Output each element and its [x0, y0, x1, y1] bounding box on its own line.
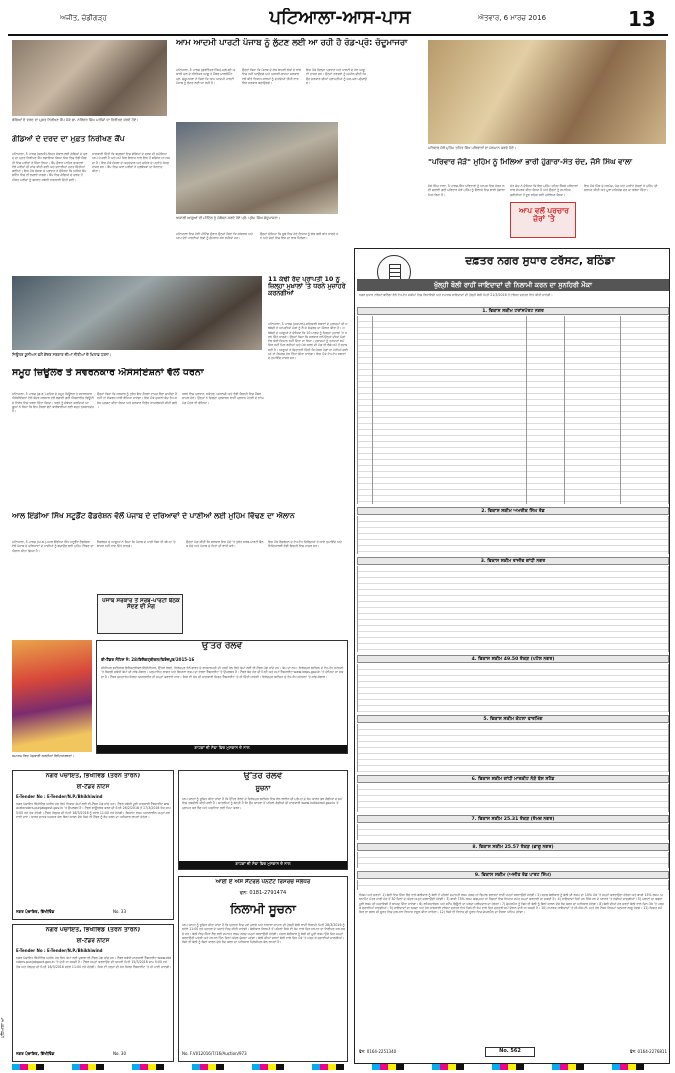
jewellers-body-1: ਪਟਿਆਲਾ, 5 ਮਾਰਚ (ਗੁ.ਰ.)-ਸ਼ਹਿਰ ਦੇ ਸਮੂਹ ਜ਼ਿਊਲਰ ਤੇ ਸਵਰਨਕਾਰ ਐਸੋਸੀਏਸ਼ਨਾਂ ਵੱਲੋਂ ਕੇਂਦਰ ਸਰਕਾਰ ਵਲੋਂ ਲਗਾਈ ਗਈ ਐਕਸਾਈਜ਼ ਡਿਊਟੀ ਦੇ ਵਿਰੋਧ ਵਿਚ ਧਰਨਾ ਦਿੱਤਾ ਗਿਆ। ਧਰਨੇ ਨੂੰ ਸੰਬੋਧਨ ਕਰਦਿਆਂ ਆਗੂਆਂ ਨੇ ਕਿਹਾ ਕਿ ਇਹ ਫ਼ੈਸਲਾ ਛੋਟੇ ਕਾਰੋਬਾਰੀਆਂ ਲਈ ਬਹੁਤ ਨੁਕਸਾਨਦੇਹ ਹੈ। [12, 392, 94, 414]
aap-photo [176, 122, 338, 214]
aap-sidebar-box [510, 202, 576, 238]
women-day-photo [12, 640, 92, 752]
np1-body: ਨਗਰ ਪੰਚਾਇਤ ਭਿੱਖੀਵਿੰਡ ਅਧੀਨ ਹੇਠ ਲਿਖੇ ਵਿਕਾਸ ਕੰਮਾਂ ਲਈ ਈ-ਟੈਂਡਰ ਮੰਗੇ ਜਾਂਦੇ ਹਨ। ਟੈਂਡਰ ਸਬੰਧੀ ਪੂਰੀ ਜਾਣਕਾਰੀ ਵੈੱਬਸਾਈਟ www.etenders.punjabgovt.gov.in 'ਤੇ ਉਪਲਬਧ ਹੈ। ਟੈਂਡਰ ਡਾਊਨਲੋਡ ਕਰਨ ਦੀ ਮਿਤੀ 26/2/2016 ਤੋਂ 17/3/2016 ਤੱਕ ਸ਼ਾਮ 5:00 ਵਜੇ ਤੱਕ ਹੋਵੇਗੀ। ਟੈਂਡਰ ਖੋਲ੍ਹਣ ਦੀ ਮਿਤੀ 18/3/2016 ਨੂੰ ਸਵੇਰੇ 11:00 ਵਜੇ ਹੋਵੇਗੀ। ਬਿਆਨਾ ਰਕਮ ਆਨਲਾਈਨ ਜਮ੍ਹਾਂ ਕਰਵਾਈ ਜਾਵੇ। ਕਾਰਜ ਸਾਧਕ ਅਫ਼ਸਰ ਕੋਲ ਬਿਨਾਂ ਕਾਰਨ ਦੱਸੇ ਕਿਸੇ ਵੀ ਟੈਂਡਰ ਨੂੰ ਰੱਦ ਕਰਨ ਦਾ ਅਧਿਕਾਰ ਰਾਖਵਾਂ ਹੋਵੇਗਾ। [16, 802, 171, 819]
aap-body-4: ਪਟਿਆਲਾ ਵਿਚ ਹੋਈ ਮੀਟਿੰਗ ਦੌਰਾਨ ਉਨ੍ਹਾਂ ਕਿਹਾ ਕਿ ਕਾਂਗਰਸ ਅਤੇ ਆਪ ਦੋਵੇਂ ਪਾਰਟੀਆਂ ਲੋਕਾਂ ਨੂੰ ਗੁੰਮਰਾਹ ਕਰ ਰਹੀਆਂ ਹਨ। [176, 232, 253, 241]
railway-tender-slogan: ਗਾਹਕਾਂ ਦੀ ਸੇਵਾ ਵਿਚ ਮੁਸਕਾਨ ਦੇ ਨਾਲ [97, 745, 347, 753]
date-label: ਐਤਵਾਰ, 6 ਮਾਰਚ 2016 [478, 14, 547, 22]
family-headline: "ਪਰਿਵਾਰ ਜੋੜੋ" ਮੁਹਿੰਮ ਨੂੰ ਮਿਲਿਆ ਭਾਰੀ ਹੁੰਗਾਰਾ-ਸੰਤ ਚੰਦ, ਜੱਸੋ ਸਿੰਘ ਵਾਲਾ [428, 158, 632, 166]
np2-title: ਨਗਰ ਪੰਚਾਇਤ, ਭਿੱਖੀਵਿੰਡ (ਤਰਨ ਤਾਰਨ) [45, 927, 141, 933]
trust-ad [354, 248, 670, 1064]
trust-table-9 [357, 880, 669, 890]
auction-ad [178, 876, 348, 1062]
side-strip-label: ਪਟਿਆਲਾ ਆ [0, 1017, 5, 1038]
auction-title: ਨਿਲਾਮੀ ਸੂਚਨਾ [230, 903, 296, 916]
trust-section-8: 8. ਵਿਕਾਸ ਸਕੀਮ 25.57 ਏਕੜ (ਭਾਗੂ ਨਗਰ) [357, 843, 669, 851]
camp-body-left: ਪਟਿਆਲਾ, 5 ਮਾਰਚ (ਕਲਸੀ)-ਸਿਹਤ ਸੰਭਾਲ ਲਈ ਗੋਡਿਆਂ ਦੇ ਦਰਦ ਦਾ ਮੁਫ਼ਤ ਨਿਰੀਖਣ ਕੈਂਪ ਲਗਾਇਆ ਗਿਆ ਜਿਸ ਵਿਚ ਵੱਡੀ ਗਿਣਤੀ ਵਿਚ ਮਰੀਜ਼ਾਂ ਨੇ ਹਿੱਸਾ ਲਿਆ। ਕੈਂਪ ਦੌਰਾਨ ਮਾਹਿਰ ਡਾਕਟਰਾਂ ਵੱਲੋਂ ਮਰੀਜ਼ਾਂ ਦੀ ਜਾਂਚ ਕੀਤੀ ਗਈ ਅਤੇ ਦਵਾਈਆਂ ਮੁਫ਼ਤ ਦਿੱਤੀਆਂ ਗਈਆਂ। ਇਸ ਮੌਕੇ ਸੰਸਥਾ ਦੇ ਪ੍ਰਧਾਨ ਨੇ ਦੱਸਿਆ ਕਿ ਅਜਿਹੇ ਕੈਂਪ ਭਵਿੱਖ ਵਿਚ ਵੀ ਲਗਾਏ ਜਾਣਗੇ। ਕੈਂਪ ਵਿਚ ਗੋਡਿਆਂ ਦੇ ਦਰਦ ਤੋਂ ਪੀੜਤ ਮਰੀਜ਼ਾਂ ਨੂੰ ਕਸਰਤ ਸਬੰਧੀ ਜਾਣਕਾਰੀ ਦਿੱਤੀ ਗਈ। [12, 152, 88, 182]
students-body-1: ਪਟਿਆਲਾ, 5 ਮਾਰਚ (ਅ.ਬ.)-ਆਲ ਇੰਡੀਆ ਸਿੱਖ ਸਟੂਡੈਂਟ ਫੈਡਰੇਸ਼ਨ ਵੱਲੋਂ ਪੰਜਾਬ ਦੇ ਦਰਿਆਵਾਂ ਦੇ ਪਾਣੀਆਂ ਨੂੰ ਬਚਾਉਣ ਲਈ ਮੁਹਿੰਮ ਵਿੱਢਣ ਦਾ ਐਲਾਨ ਕੀਤਾ ਗਿਆ ਹੈ। [12, 540, 94, 553]
trust-section-6: 6. ਵਿਕਾਸ ਸਕੀਮ ਗਾਂਧੀ ਮਾਰਕੀਟ ਨੇੜੇ ਬੱਸ ਸਟੈਂਡ [357, 775, 669, 783]
trust-table-4 [357, 664, 669, 712]
jewellers-body-2: ਉਨ੍ਹਾਂ ਕਿਹਾ ਕਿ ਸਰਕਾਰ ਨੂੰ ਤੁਰੰਤ ਇਹ ਫ਼ੈਸਲਾ ਵਾਪਸ ਲੈਣਾ ਚਾਹੀਦਾ ਹੈ ਨਹੀਂ ਤਾਂ ਸੰਘਰਸ਼ ਜਾਰੀ ਰੱਖਿਆ ਜਾਵੇਗਾ। ਇਸ ਮੌਕੇ ਦੁਕਾਨਾਂ ਬੰਦ ਰੱਖ ਕੇ ਰੋਸ ਪ੍ਰਗਟ ਕੀਤਾ ਗਿਆ ਅਤੇ ਸਰਕਾਰ ਵਿਰੁੱਧ ਨਾਅਰੇਬਾਜ਼ੀ ਕੀਤੀ ਗਈ। [97, 392, 178, 409]
railway-tender-number: ਈ-ਟੈਂਡਰ ਨੋਟਿਸ ਨੰ: 28/ਇਲੈਕਟ੍ਰੀਕਲ/ਫਿਰੋਜ਼ਪੁਰ/2015-16 [101, 657, 195, 662]
trust-table-5 [357, 724, 669, 772]
page-number: 13 [628, 8, 656, 31]
trust-footer-right: ਫੋਨ: 0164-2276811 [629, 1049, 667, 1054]
trust-footer-left: ਫੋਨ: 0164-2251340 [359, 1049, 397, 1054]
trust-section-3: 3. ਵਿਕਾਸ ਸਕੀਮ ਰਾਜੀਵ ਗਾਂਧੀ ਨਗਰ [357, 557, 669, 565]
np2-subtitle: ਈ-ਟੈਂਡਰ ਨੋਟਿਸ [76, 938, 110, 944]
railway-tender-title: ਉੱਤਰ ਰੇਲਵੇ [201, 642, 243, 651]
np2-body: ਨਗਰ ਪੰਚਾਇਤ ਭਿੱਖੀਵਿੰਡ ਅਧੀਨ ਹੇਠ ਲਿਖੇ ਕੰਮਾਂ ਲਈ ਦੁਬਾਰਾ ਈ-ਟੈਂਡਰ ਮੰਗੇ ਜਾਂਦੇ ਹਨ। ਟੈਂਡਰ ਸਬੰਧੀ ਜਾਣਕਾਰੀ ਵੈੱਬਸਾਈਟ www.etenders.punjabgovt.gov.in 'ਤੇ ਦੇਖੀ ਜਾ ਸਕਦੀ ਹੈ। ਟੈਂਡਰ ਜਮ੍ਹਾਂ ਕਰਵਾਉਣ ਦੀ ਆਖਰੀ ਮਿਤੀ 15/3/2016 ਸ਼ਾਮ 5:00 ਵਜੇ ਤੱਕ ਅਤੇ ਖੋਲ੍ਹਣ ਦੀ ਮਿਤੀ 16/3/2016 ਸਵੇਰੇ 11:00 ਵਜੇ ਹੋਵੇਗੀ। ਕਿਸੇ ਵੀ ਤਰ੍ਹਾਂ ਦੀ ਸੋਧ ਸਿਰਫ਼ ਵੈੱਬਸਾਈਟ 'ਤੇ ਹੀ ਪਾਈ ਜਾਵੇਗੀ। [16, 956, 172, 969]
railway-notice-ad [178, 770, 348, 870]
print-registration-bar [12, 1064, 668, 1070]
protest-caption: ਜ਼ਿਊਲਰ ਯੂਨੀਅਨ ਵਲੋਂ ਕੇਂਦਰ ਸਰਕਾਰ ਦੀਆਂ ਨੀਤੀਆਂ ਦੇ ਖਿਲਾਫ਼ ਧਰਨਾ। [12, 352, 112, 357]
family-photo [428, 40, 666, 144]
trust-section-4: 4. ਵਿਕਾਸ ਸਕੀਮ 49.50 ਏਕੜ (ਪਟੇਲ ਨਗਰ) [357, 655, 669, 663]
students-body-3: ਉਨ੍ਹਾਂ ਮੰਗ ਕੀਤੀ ਕਿ ਸਰਕਾਰ ਇਸ ਮੁੱਦੇ 'ਤੇ ਤੁਰੰਤ ਸਰਬ-ਪਾਰਟੀ ਬੈਠਕ ਸੱਦੇ ਅਤੇ ਪੰਜਾਬ ਦੇ ਹਿਤਾਂ ਦੀ ਰਾਖੀ ਕਰੇ। [186, 540, 264, 549]
cooperative-body: ਪਟਿਆਲਾ, 5 ਮਾਰਚ (ਜਸਪਾਲ)-ਸਹਿਕਾਰੀ ਸਭਾਵਾਂ ਦੇ ਮੁਲਾਜ਼ਮਾਂ ਦੀ ਜਥੇਬੰਦੀ ਨੇ ਆਪਣੀਆਂ ਮੰਗਾਂ ਨੂੰ ਲੈ ਕੇ ਸੰਘਰਸ਼ ਦਾ ਐਲਾਨ ਕੀਤਾ ਹੈ। ਜਥੇਬੰਦੀ ਦੇ ਆਗੂਆਂ ਨੇ ਦੱਸਿਆ ਕਿ 10 ਮਾਰਚ ਨੂੰ ਜ਼ਿਲ੍ਹਾ ਮੁਖ਼ਾਲਾਂ 'ਤੇ ਧਰਨੇ ਦਿੱਤੇ ਜਾਣਗੇ। ਉਨ੍ਹਾਂ ਕਿਹਾ ਕਿ ਸਰਕਾਰ ਵਲੋਂ ਉਨ੍ਹਾਂ ਦੀਆਂ ਮੰਗਾਂ ਵੱਲ ਕੋਈ ਧਿਆਨ ਨਹੀਂ ਦਿੱਤਾ ਜਾ ਰਿਹਾ। ਮੁਲਾਜ਼ਮਾਂ ਨੂੰ ਤਨਖ਼ਾਹਾਂ ਸਮੇਂ ਸਿਰ ਨਹੀਂ ਮਿਲ ਰਹੀਆਂ ਅਤੇ ਪੱਕੇ ਕਰਨ ਦੀ ਮੰਗ ਵੀ ਲੰਬੇ ਸਮੇਂ ਤੋਂ ਲਟਕ ਰਹੀ ਹੈ। ਆਗੂਆਂ ਨੇ ਚਿਤਾਵਨੀ ਦਿੱਤੀ ਕਿ ਜੇਕਰ ਮੰਗਾਂ ਨਾ ਮੰਨੀਆਂ ਗਈਆਂ ਤਾਂ ਸੰਘਰਸ਼ ਹੋਰ ਤਿੱਖਾ ਕੀਤਾ ਜਾਵੇਗਾ। ਇਸ ਮੌਕੇ ਵੱਖ-ਵੱਖ ਸਭਾਵਾਂ ਦੇ ਨੁਮਾਇੰਦੇ ਹਾਜ਼ਰ ਸਨ। [268, 322, 348, 361]
aap-caption: ਅਕਾਲੀ ਆਗੂਆਂ ਦੀ ਮੀਟਿੰਗ ਨੂੰ ਸੰਬੋਧਨ ਕਰਦੇ ਹੋਏ ਪ੍ਰੋ. ਪ੍ਰੇਮ ਸਿੰਘ ਚੰਦੂਮਾਜਰਾ। [176, 216, 281, 220]
family-body-1: ਜੱਸੋ ਸਿੰਘ ਵਾਲਾ, 5 ਮਾਰਚ-ਸਿੱਖ ਪਰਿਵਾਰਾਂ ਨੂੰ ਆਪਸ ਵਿਚ ਜੋੜਨ ਲਈ ਚਲਾਈ ਗਈ ਪਰਿਵਾਰ ਜੋੜੋ ਮੁਹਿੰਮ ਨੂੰ ਇਲਾਕੇ ਵਿਚ ਭਾਰੀ ਹੁੰਗਾਰਾ ਮਿਲ ਰਿਹਾ ਹੈ। [428, 184, 505, 197]
aap-body-3: ਇਸ ਮੌਕੇ ਜ਼ਿਲ੍ਹਾ ਪ੍ਰਧਾਨ ਅਤੇ ਪਾਰਟੀ ਦੇ ਹੋਰ ਆਗੂ ਵੀ ਹਾਜ਼ਰ ਸਨ। ਉਨ੍ਹਾਂ ਵਰਕਰਾਂ ਨੂੰ ਅਪੀਲ ਕੀਤੀ ਕਿ ਉਹ ਸਰਕਾਰ ਦੀਆਂ ਪ੍ਰਾਪਤੀਆਂ ਨੂੰ ਘਰ-ਘਰ ਪਹੁੰਚਾਉਣ। [306, 68, 367, 85]
women-day-caption: ਸਮਾਗਮ ਵਿਚ ਪੇਸ਼ਕਾਰੀ ਕਰਦੀਆਂ ਵਿਦਿਆਰਥਣਾਂ। [12, 754, 75, 758]
punjab-box [97, 594, 183, 634]
railway-notice-title: ਉੱਤਰ ਰੇਲਵੇ [243, 772, 283, 781]
side-strip [0, 980, 8, 1040]
trust-subtitle: ਖੁੱਲ੍ਹੀ ਬੋਲੀ ਰਾਹੀਂ ਜਾਇਦਾਦਾਂ ਦੀ ਨਿਲਾਮੀ ਕਰਨ ਦਾ ਸੁਨਹਿਰੀ ਮੌਕਾ [357, 279, 669, 291]
trust-table-3 [357, 566, 669, 652]
jewellers-headline: ਸਮੂਹ ਜ਼ਿਊਲਰ ਤੇ ਸਵਰਨਕਾਰ ਐਸੋਸੀਏਸ਼ਨਾਂ ਵੱਲੋਂ ਧਰਨਾ [12, 368, 204, 378]
railway-tender-body: ਸੀਨੀਅਰ ਡਵੀਜ਼ਨਲ ਇਲੈਕਟ੍ਰੀਕਲ ਇੰਜੀਨੀਅਰ, ਉੱਤਰ ਰੇਲਵੇ, ਫਿਰੋਜ਼ਪੁਰ ਵੱਲੋਂ ਭਾਰਤ ਦੇ ਰਾਸ਼ਟਰਪਤੀ ਦੀ ਤਰਫ਼ੋਂ ਹੇਠ ਲਿਖੇ ਕੰਮਾਂ ਲਈ ਈ-ਟੈਂਡਰ ਮੰਗੇ ਜਾਂਦੇ ਹਨ। ਕੰਮ ਦਾ ਨਾਮ: ਫਿਰੋਜ਼ਪੁਰ ਡਵੀਜ਼ਨ ਦੇ ਵੱਖ-ਵੱਖ ਸਟੇਸ਼ਨਾਂ 'ਤੇ ਬਿਜਲੀ ਸਬੰਧੀ ਕੰਮਾਂ ਦੀ ਸਾਂਭ-ਸੰਭਾਲ। ਅਨੁਮਾਨਿਤ ਲਾਗਤ ਅਤੇ ਬਿਆਨਾ ਰਕਮ ਦਾ ਵੇਰਵਾ ਵੈੱਬਸਾਈਟ 'ਤੇ ਉਪਲਬਧ ਹੈ। ਟੈਂਡਰ ਬੰਦ ਹੋਣ ਦੀ ਮਿਤੀ ਅਤੇ ਸਮਾਂ ਵੈੱਬਸਾਈਟ www.ireps.gov.in 'ਤੇ ਦੇਖਿਆ ਜਾ ਸਕਦਾ ਹੈ। ਟੈਂਡਰ ਦਸਤਾਵੇਜ਼ ਸਿਰਫ਼ ਆਨਲਾਈਨ ਹੀ ਜਮ੍ਹਾਂ ਕਰਵਾਏ ਜਾਣ। ਕਿਸੇ ਵੀ ਸੋਧ ਦੀ ਜਾਣਕਾਰੀ ਸਿਰਫ਼ ਵੈੱਬਸਾਈਟ 'ਤੇ ਹੀ ਦਿੱਤੀ ਜਾਵੇਗੀ। ਫਿਰੋਜ਼ਪੁਰ ਡਵੀਜ਼ਨ ਦੇ ਵੱਖ-ਵੱਖ ਸਟੇਸ਼ਨਾਂ 'ਤੇ ਸਾਂਭ-ਸੰਭਾਲ। [101, 666, 344, 679]
np1-footer: ਨਗਰ ਪੰਚਾਇਤ, ਭਿੱਖੀਵਿੰਡ [16, 909, 55, 914]
np2-tender-number: E-Tender No : E-Tender/N.P./Bhikhiwind [16, 948, 103, 953]
masthead [8, 6, 668, 34]
trust-table-8 [357, 852, 669, 868]
camp-photo [12, 40, 167, 116]
trust-title: ਦਫ਼ਤਰ ਨਗਰ ਸੁਧਾਰ ਟਰੱਸਟ, ਬਠਿੰਡਾ [465, 255, 615, 267]
auction-body: ਆਮ ਜਨਤਾ ਨੂੰ ਸੂਚਿਤ ਕੀਤਾ ਜਾਂਦਾ ਹੈ ਕਿ ਦਫ਼ਤਰ ਵਿਚ ਪਏ ਪੁਰਾਣੇ ਅਤੇ ਨਾਕਾਰਾ ਸਾਮਾਨ ਦੀ ਖੁੱਲ੍ਹੀ ਬੋਲੀ ਰਾਹੀਂ ਨਿਲਾਮੀ ਮਿਤੀ 28/3/2016 ਨੂੰ ਸਵੇਰੇ 11:00 ਵਜੇ ਦਫ਼ਤਰ ਦੇ ਅਹਾਤੇ ਵਿਚ ਕੀਤੀ ਜਾਵੇਗੀ। ਬੋਲੀਕਾਰ ਨਿਲਾਮੀ ਤੋਂ ਪਹਿਲਾਂ ਕਿਸੇ ਵੀ ਕੰਮ ਵਾਲੇ ਦਿਨ ਸਾਮਾਨ ਦਾ ਨਿਰੀਖਣ ਕਰ ਸਕਦੇ ਹਨ। ਬੋਲੀ ਵਿਚ ਹਿੱਸਾ ਲੈਣ ਲਈ ਜ਼ਮਾਨਤ ਰਕਮ ਨਗਦ ਜਮ੍ਹਾਂ ਕਰਵਾਉਣੀ ਹੋਵੇਗੀ। ਸਫ਼ਲ ਬੋਲੀਕਾਰ ਨੂੰ ਬੋਲੀ ਦੀ ਪੂਰੀ ਰਕਮ ਉਸੇ ਦਿਨ ਜਮ੍ਹਾਂ ਕਰਵਾਉਣੀ ਪਵੇਗੀ ਅਤੇ ਸਾਮਾਨ ਤਿੰਨ ਦਿਨਾਂ ਅੰਦਰ ਚੁੱਕਣਾ ਪਵੇਗਾ। ਬੋਲੀ ਦੀਆਂ ਸ਼ਰਤਾਂ ਬੋਲੀ ਵਾਲੇ ਦਿਨ ਮੌਕੇ 'ਤੇ ਪੜ੍ਹ ਕੇ ਸੁਣਾਈਆਂ ਜਾਣਗੀਆਂ। ਕਿਸੇ ਵੀ ਬੋਲੀ ਨੂੰ ਬਿਨਾਂ ਕਾਰਨ ਦੱਸੇ ਰੱਦ ਕਰਨ ਦਾ ਅਧਿਕਾਰ ਪ੍ਰਿੰਸੀਪਲ ਕੋਲ ਰਾਖਵਾਂ ਹੈ। [182, 923, 345, 945]
railway-tender-ad [96, 640, 348, 754]
auction-footer: No. F.VI/12016/7/16/Auction/973 [182, 1051, 247, 1056]
family-body-2: ਸੰਤ ਚੰਦ ਨੇ ਦੱਸਿਆ ਕਿ ਇਸ ਮੁਹਿੰਮ ਤਹਿਤ ਸੈਂਕੜੇ ਪਰਿਵਾਰਾਂ ਨਾਲ ਸੰਪਰਕ ਕੀਤਾ ਗਿਆ ਹੈ ਅਤੇ ਉਨ੍ਹਾਂ ਨੂੰ ਸਮਾਜਿਕ ਕੁਰੀਤੀਆਂ ਤੋਂ ਦੂਰ ਰਹਿਣ ਲਈ ਪ੍ਰੇਰਿਆ ਗਿਆ। [510, 184, 578, 197]
family-caption: ਪਰਿਵਾਰ ਜੋੜੋ ਮੁਹਿੰਮ ਤਹਿਤ ਸਿੱਖ ਪਰਿਵਾਰਾਂ ਦਾ ਸਨਮਾਨ ਕਰਦੇ ਹੋਏ। [428, 146, 517, 150]
railway-notice-slogan: ਗਾਹਕਾਂ ਦੀ ਸੇਵਾ ਵਿਚ ਮੁਸਕਾਨ ਦੇ ਨਾਲ [179, 861, 347, 869]
aap-sidebar-title: ਆਪ ਵਲੋਂ ਪ੍ਰਚਾਰ ਜ਼ੋਰਾਂ 'ਤੇ [519, 207, 569, 224]
camp-caption: ਗੋਡਿਆਂ ਦੇ ਦਰਦ ਦਾ ਮੁਫ਼ਤ ਨਿਰੀਖਣ ਕੈਂਪ ਮੌਕੇ ਡਾ. ਨਰਿੰਦਰ ਸਿੰਘ ਮਰੀਜ਼ਾਂ ਦਾ ਨਿਰੀਖਣ ਕਰਦੇ ਹੋਏ। [12, 118, 139, 122]
np2-number: No. 30 [113, 1051, 127, 1056]
trust-section-2: 2. ਵਿਕਾਸ ਸਕੀਮ ਅਮਰੀਕ ਸਿੰਘ ਰੋਡ [357, 507, 669, 515]
trust-table-1 [357, 316, 669, 504]
students-headline: ਆਲ ਇੰਡੀਆ ਸਿੱਖ ਸਟੂਡੈਂਟ ਫੈਡਰੇਸ਼ਨ ਵੱਲੋਂ ਪੰਜਾਬ ਦੇ ਦਰਿਆਵਾਂ ਦੇ ਪਾਣੀਆਂ ਲਈ ਮੁਹਿੰਮ ਵਿੱਢਣ ਦਾ ਐਲਾਨ [12, 512, 295, 520]
trust-section-5: 5. ਵਿਕਾਸ ਸਕੀਮ ਕੋਟਲਾ ਫਾਰਮਿੰਗ [357, 715, 669, 723]
np1-tender-number: E-Tender No : E-Tender/N.P./Bhikhiwind [16, 794, 103, 799]
edition-label: ਅਜੀਤ, ਚੰਡੀਗੜ੍ਹ [60, 14, 107, 22]
camp-body-right: ਜਾਣਕਾਰੀ ਦਿੱਤੀ ਕਿ ਬਜ਼ੁਰਗਾਂ ਵਿਚ ਗੋਡਿਆਂ ਦੇ ਦਰਦ ਦੀ ਸਮੱਸਿਆ ਆਮ ਹੋ ਗਈ ਹੈ ਅਤੇ ਸਮੇਂ ਸਿਰ ਇਲਾਜ ਨਾਲ ਇਸ ਤੋਂ ਬਚਿਆ ਜਾ ਸਕਦਾ ਹੈ। ਇਸ ਮੌਕੇ ਸੰਸਥਾ ਦੇ ਅਹੁਦੇਦਾਰ ਅਤੇ ਸ਼ਹਿਰ ਦੇ ਪਤਵੰਤੇ ਸੱਜਣ ਹਾਜ਼ਰ ਸਨ। ਕੈਂਪ ਵਿਚ ਆਏ ਮਰੀਜ਼ਾਂ ਨੇ ਪ੍ਰਬੰਧਕਾਂ ਦਾ ਧੰਨਵਾਦ ਕੀਤਾ। [92, 152, 170, 174]
trust-section-9: 9. ਵਿਕਾਸ ਸਕੀਮ (ਅਜੀਤ ਰੋਡ ਪਾਰਟ ਸਿੰਘ) [357, 871, 669, 879]
np-tender-ad-1 [12, 770, 174, 920]
np1-number: No. 33 [113, 909, 127, 914]
section-title: ਪਟਿਆਲਾ-ਆਸ-ਪਾਸ [269, 8, 411, 28]
camp-headline: ਗੋਡਿਆਂ ਦੇ ਦਰਦ ਦਾ ਮੁਫ਼ਤ ਨਿਰੀਖਣ ਕੈਂਪ [12, 135, 125, 143]
cooperative-headline: 11 ਕੰਢੀ ਰੱਦ ਪ੍ਰਾਪਤੀ 10 ਨੂੰ ਜ਼ਿਲ੍ਹਾ ਮੁਖ਼ਾਲਾਂ 'ਤੇ ਧਰਨੇ ਮੁਜ਼ਾਹਰੇ ਕਰਨਗੀਆਂ [268, 276, 346, 298]
masthead-rule [8, 34, 668, 36]
iti-title: ਆਈ ਏ ਐਸ ਸੈਂਟਰਲ ਪੈਨਟੈਂਟ ਰਿਸਰਚ ਜਲੰਧਰ [215, 879, 311, 885]
np1-subtitle: ਈ-ਟੈਂਡਰ ਨੋਟਿਸ [76, 784, 110, 790]
trust-section-7: 7. ਵਿਕਾਸ ਸਕੀਮ 25.31 ਏਕੜ (ਏਮਜ਼ ਨਗਰ) [357, 815, 669, 823]
students-body-2: ਫੈਡਰੇਸ਼ਨ ਦੇ ਆਗੂਆਂ ਨੇ ਕਿਹਾ ਕਿ ਪੰਜਾਬ ਦੇ ਪਾਣੀ ਕਿਸੇ ਵੀ ਕੀਮਤ 'ਤੇ ਬਾਹਰ ਨਹੀਂ ਜਾਣ ਦਿੱਤੇ ਜਾਣਗੇ। [97, 540, 176, 549]
punjab-box-title: ਪੰਜਾਬ ਸਰਕਾਰ ਤੋਂ ਸਰਬ-ਪਾਰਟੀ ਬੈਠਕ ਸੱਦਣ ਦੀ ਮੰਗ [102, 598, 180, 611]
np-tender-ad-2 [12, 924, 174, 1062]
aap-headline: ਆਮ ਆਦਮੀ ਪਾਰਟੀ ਪੰਜਾਬ ਨੂੰ ਲੁੱਟਣ ਲਈ ਆ ਰਹੀ ਹੈ ਰੋਡ-ਪ੍ਰੋ: ਚੰਦੂਮਾਜਰਾ [176, 38, 408, 47]
aap-body-5: ਉਨ੍ਹਾਂ ਦੱਸਿਆ ਕਿ ਸੂਬੇ ਵਿਚ ਹੋਏ ਵਿਕਾਸ ਨੂੰ ਲੋਕ ਭਲੀ ਭਾਂਤ ਜਾਣਦੇ ਹਨ ਅਤੇ ਚੋਣਾਂ ਵਿਚ ਇਸ ਦਾ ਲਾਭ ਮਿਲੇਗਾ। [260, 232, 339, 241]
railway-notice-subtitle: ਸੂਚਨਾ [255, 785, 271, 792]
trust-table-2 [357, 516, 669, 554]
np2-footer: ਨਗਰ ਪੰਚਾਇਤ, ਭਿੱਖੀਵਿੰਡ [16, 1051, 55, 1056]
railway-notice-body: ਆਮ ਜਨਤਾ ਨੂੰ ਸੂਚਿਤ ਕੀਤਾ ਜਾਂਦਾ ਹੈ ਕਿ ਉੱਤਰ ਰੇਲਵੇ ਦੇ ਫਿਰੋਜ਼ਪੁਰ ਡਵੀਜ਼ਨ ਵਿਚ ਰੇਲ ਲਾਈਨ ਦੀ ਮੁਰੰਮਤ ਦੇ ਕੰਮ ਕਾਰਨ ਕੁਝ ਗੱਡੀਆਂ ਦੇ ਸਮੇਂ ਵਿਚ ਤਬਦੀਲੀ ਕੀਤੀ ਗਈ ਹੈ। ਯਾਤਰੀਆਂ ਨੂੰ ਬੇਨਤੀ ਹੈ ਕਿ ਉਹ ਯਾਤਰਾ ਤੋਂ ਪਹਿਲਾਂ ਗੱਡੀਆਂ ਦੀ ਜਾਣਕਾਰੀ www.indianrail.gov.in ਤੋਂ ਪ੍ਰਾਪਤ ਕਰ ਲੈਣ ਅਤੇ ਅਸੁਵਿਧਾ ਲਈ ਖਿਮਾ ਕਰਨ। [182, 797, 343, 810]
trust-section-1: 1. ਵਿਕਾਸ ਸਕੀਮ ਟਰਾਂਸਪੋਰਟ ਨਗਰ [357, 307, 669, 315]
family-body-3: ਇਸ ਮੌਕੇ ਪਿੰਡ ਦੇ ਸਰਪੰਚ, ਪੰਚ ਅਤੇ ਪਤਵੰਤੇ ਸੱਜਣਾਂ ਨੇ ਮੁਹਿੰਮ ਦੀ ਸ਼ਲਾਘਾ ਕੀਤੀ ਅਤੇ ਪੂਰਾ ਸਹਿਯੋਗ ਦੇਣ ਦਾ ਭਰੋਸਾ ਦਿੱਤਾ। [584, 184, 658, 193]
aap-body-2: ਉਨ੍ਹਾਂ ਕਿਹਾ ਕਿ ਪੰਜਾਬ ਦੇ ਲੋਕ ਬਾਹਰੀ ਲੋਕਾਂ ਦੇ ਝਾਂਸੇ ਵਿਚ ਨਹੀਂ ਆਉਣਗੇ ਅਤੇ ਅਕਾਲੀ-ਭਾਜਪਾ ਸਰਕਾਰ ਵਲੋਂ ਕੀਤੇ ਵਿਕਾਸ ਕਾਰਜਾਂ ਨੂੰ ਦੇਖਦਿਆਂ ਤੀਜੀ ਵਾਰ ਫਿਰ ਸਰਕਾਰ ਬਣਾਉਣਗੇ। [242, 68, 302, 85]
trust-terms: ਨਿਯਮ ਅਤੇ ਸ਼ਰਤਾਂ: 1) ਬੋਲੀ ਵਿਚ ਹਿੱਸਾ ਲੈਣ ਵਾਲੇ ਬੋਲੀਕਾਰ ਨੂੰ ਬੋਲੀ ਤੋਂ ਪਹਿਲਾਂ ਜ਼ਮਾਨਤੀ ਰਕਮ ਨਗਦ ਜਾਂ ਡਿਮਾਂਡ ਡਰਾਫਟ ਰਾਹੀਂ ਜਮ੍ਹਾਂ ਕਰਵਾਉਣੀ ਹੋਵੇਗੀ। 2) ਸਫ਼ਲ ਬੋਲੀਕਾਰ ਨੂੰ ਬੋਲੀ ਦੀ ਰਕਮ ਦਾ 10% ਮੌਕੇ 'ਤੇ ਜਮ੍ਹਾਂ ਕਰਵਾਉਣਾ ਹੋਵੇਗਾ ਅਤੇ ਬਾਕੀ 15% ਰਕਮ ਅਲਾਟਮੈਂਟ ਪੱਤਰ ਜਾਰੀ ਹੋਣ ਤੋਂ 30 ਦਿਨਾਂ ਦੇ ਅੰਦਰ ਜਮ੍ਹਾਂ ਕਰਵਾਉਣੀ ਹੋਵੇਗੀ। 3) ਬਾਕੀ 75% ਰਕਮ ਯਕਮੁਸ਼ਤ ਜਾਂ ਕਿਸ਼ਤਾਂ ਵਿਚ ਵਿਆਜ ਸਮੇਤ ਜਮ੍ਹਾਂ ਕਰਵਾਈ ਜਾ ਸਕਦੀ ਹੈ। 4) ਜਾਇਦਾਦਾਂ ਜਿਵੇਂ ਹਨ ਜਿੱਥੇ ਹਨ ਦੇ ਆਧਾਰ 'ਤੇ ਵੇਚੀਆਂ ਜਾਣਗੀਆਂ। 5) ਪਲਾਟਾਂ ਦਾ ਕਬਜ਼ਾ ਪੂਰੀ ਰਕਮ ਦੀ ਅਦਾਇਗੀ ਤੋਂ ਬਾਅਦ ਦਿੱਤਾ ਜਾਵੇਗਾ। 6) ਰਜਿਸਟਰੇਸ਼ਨ ਅਤੇ ਸਟੈਂਪ ਡਿਊਟੀ ਦਾ ਖ਼ਰਚਾ ਖ਼ਰੀਦਦਾਰ ਦਾ ਹੋਵੇਗਾ। 7) ਚੇਅਰਮੈਨ ਨੂੰ ਕਿਸੇ ਵੀ ਬੋਲੀ ਨੂੰ ਬਿਨਾਂ ਕਾਰਨ ਦੱਸੇ ਰੱਦ ਕਰਨ ਦਾ ਅਧਿਕਾਰ ਹੋਵੇਗਾ। 8) ਬੋਲੀ ਦੀਆਂ ਹੋਰ ਸ਼ਰਤਾਂ ਬੋਲੀ ਵਾਲੇ ਦਿਨ ਮੌਕੇ 'ਤੇ ਪੜ੍ਹ ਕੇ ਸੁਣਾਈਆਂ ਜਾਣਗੀਆਂ। 9) ਜਾਇਦਾਦਾਂ ਦਾ ਨਕਸ਼ਾ ਅਤੇ ਹੋਰ ਜਾਣਕਾਰੀ ਟਰੱਸਟ ਦਫ਼ਤਰ ਵਿਖੇ ਕਿਸੇ ਵੀ ਕੰਮ ਵਾਲੇ ਦਿਨ ਦਫ਼ਤਰੀ ਸਮੇਂ ਦੌਰਾਨ ਦੇਖੀ ਜਾ ਸਕਦੀ ਹੈ। 10) ਵਪਾਰਕ ਜਾਇਦਾਦਾਂ 'ਤੇ ਜੀ.ਐਸ.ਟੀ. ਅਤੇ ਹੋਰ ਟੈਕਸ ਨਿਯਮਾਂ ਅਨੁਸਾਰ ਲਾਗੂ ਹੋਣਗੇ। 11) ਕਿਸ਼ਤ ਸਮੇਂ ਸਿਰ ਨਾ ਭਰਨ ਦੀ ਸੂਰਤ ਵਿਚ ਜੁਰਮਾਨਾ ਵਿਆਜ ਵਸੂਲ ਕੀਤਾ ਜਾਵੇਗਾ। 12) ਕਿਸੇ ਵੀ ਵਿਵਾਦ ਦੀ ਸੂਰਤ ਵਿਚ ਚੇਅਰਮੈਨ ਦਾ ਫ਼ੈਸਲਾ ਅੰਤਿਮ ਹੋਵੇਗਾ। [359, 893, 664, 915]
iti-phone: ਫੋਨ: 0181-2791474 [239, 890, 287, 896]
trust-intro: ਨਗਰ ਸੁਧਾਰ ਟਰੱਸਟ ਬਠਿੰਡਾ ਵੱਲੋਂ ਵੱਖ-ਵੱਖ ਸਕੀਮਾਂ ਵਿਚ ਰਿਹਾਇਸ਼ੀ ਅਤੇ ਵਪਾਰਕ ਜਾਇਦਾਦਾਂ ਦੀ ਖੁੱਲ੍ਹੀ ਬੋਲੀ ਮਿਤੀ 21/3/2016 ਤੋਂ ਟਰੱਸਟ ਦਫ਼ਤਰ ਵਿਖੇ ਕੀਤੀ ਜਾਵੇਗੀ। [359, 293, 553, 297]
trust-footer-number: No. 562 [485, 1047, 535, 1057]
aap-body-1: ਪਟਿਆਲਾ, 5 ਮਾਰਚ (ਗੁਰਵਿੰਦਰ ਸਿੰਘ)-ਸ਼੍ਰੋਮਣੀ ਅਕਾਲੀ ਦਲ ਦੇ ਸੀਨੀਅਰ ਆਗੂ ਤੇ ਮੈਂਬਰ ਪਾਰਲੀਮੈਂਟ ਪ੍ਰੋ. ਚੰਦੂਮਾਜਰਾ ਨੇ ਕਿਹਾ ਕਿ ਆਮ ਆਦਮੀ ਪਾਰਟੀ ਪੰਜਾਬ ਨੂੰ ਲੁੱਟਣ ਲਈ ਆ ਰਹੀ ਹੈ। [176, 68, 236, 85]
np1-title: ਨਗਰ ਪੰਚਾਇਤ, ਭਿੱਖੀਵਿੰਡ (ਤਰਨ ਤਾਰਨ) [45, 773, 141, 779]
trust-table-6 [357, 784, 669, 812]
trust-table-7 [357, 824, 669, 840]
jewellers-body-3: ਧਰਨੇ ਵਿਚ ਪ੍ਰਧਾਨ, ਸਕੱਤਰ, ਖ਼ਜ਼ਾਨਚੀ ਅਤੇ ਵੱਡੀ ਗਿਣਤੀ ਵਿਚ ਮੈਂਬਰ ਸ਼ਾਮਲ ਹੋਏ। ਉਨ੍ਹਾਂ ਨੇ ਜ਼ਿਲ੍ਹਾ ਪ੍ਰਸ਼ਾਸਨ ਰਾਹੀਂ ਪ੍ਰਧਾਨ ਮੰਤਰੀ ਦੇ ਨਾਂਅ ਮੰਗ ਪੱਤਰ ਵੀ ਭੇਜਿਆ। [182, 392, 264, 405]
protest-photo [12, 276, 262, 350]
students-body-4: ਇਸ ਮੌਕੇ ਫੈਡਰੇਸ਼ਨ ਦੇ ਵੱਖ-ਵੱਖ ਜ਼ਿਲ੍ਹਿਆਂ ਤੋਂ ਆਏ ਨੁਮਾਇੰਦੇ ਅਤੇ ਵਿਦਿਆਰਥੀ ਵੱਡੀ ਗਿਣਤੀ ਵਿਚ ਹਾਜ਼ਰ ਸਨ। [268, 540, 342, 549]
